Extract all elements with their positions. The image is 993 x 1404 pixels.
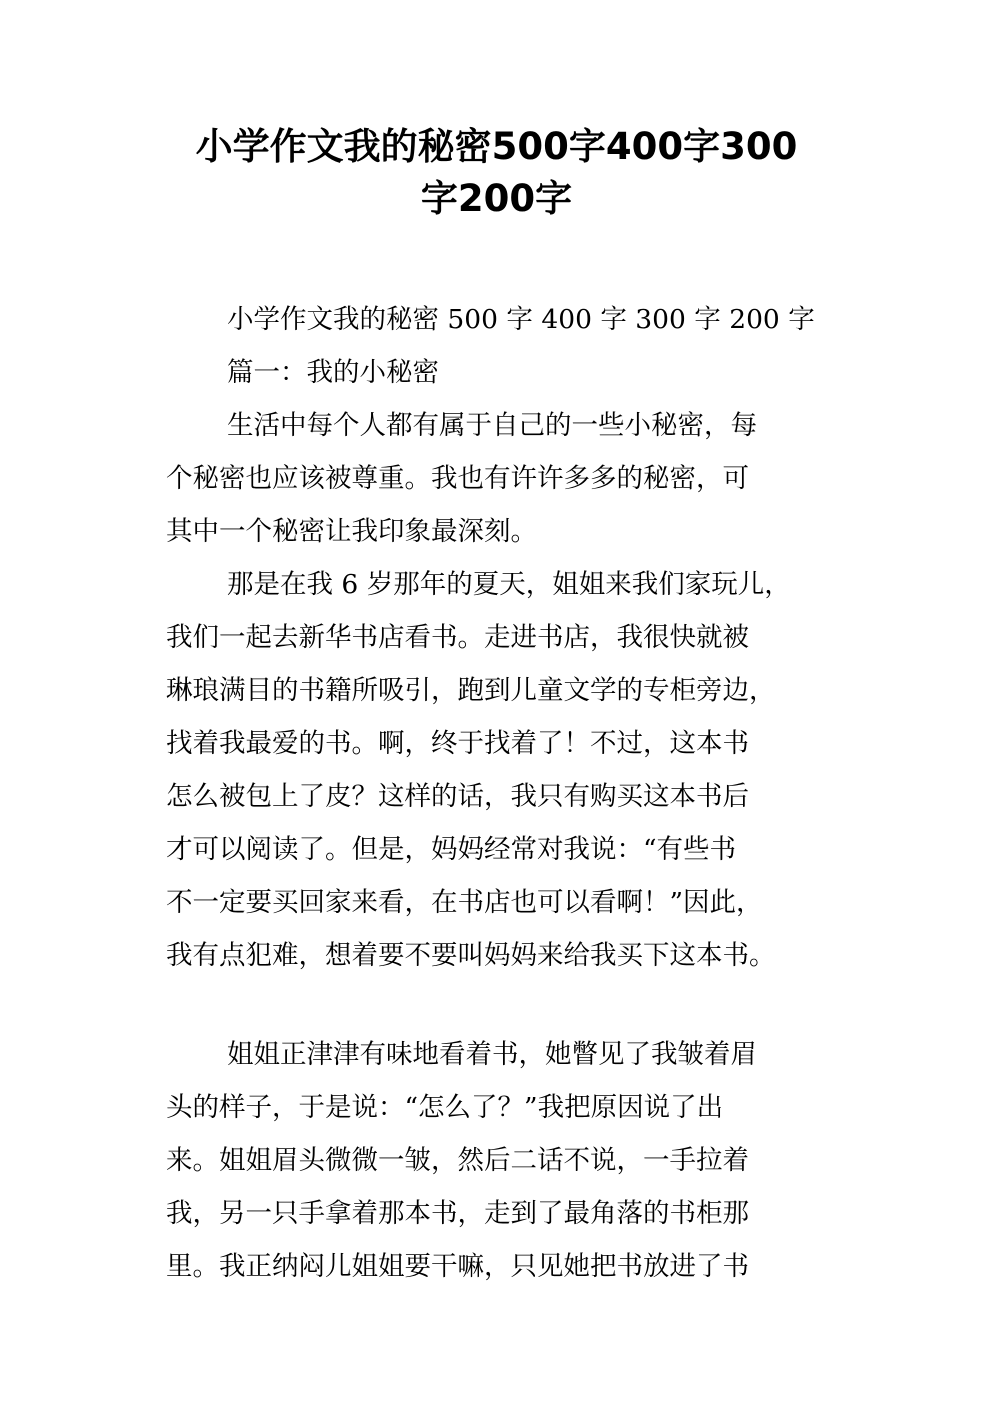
document-body [166,293,846,1293]
body-line: 生活中每个人都有属于自己的一些小秘密，每 [227,410,757,441]
body-line: 姐姐正津津有味地看着书，她瞥见了我皱着眉 [227,1039,757,1070]
body-line-heading: 小学作文我的秘密 500 字 400 字 300 字 200 字 [227,304,815,335]
body-line: 里。我正纳闷儿姐姐要干嘛，只见她把书放进了书 [166,1251,749,1282]
body-line: 琳琅满目的书籍所吸引，跑到儿童文学的专柜旁边， [166,675,776,706]
body-line: 才可以阅读了。但是，妈妈经常对我说：“有些书 [166,834,737,865]
body-line: 那是在我 6 岁那年的夏天，姐姐来我们家玩儿， [227,569,791,600]
body-line: 我们一起去新华书店看书。走进书店，我很快就被 [166,622,749,653]
document-title-line-1: 小学作文我的秘密500字400字300 [195,125,798,168]
body-line: 头的样子，于是说：“怎么了？”我把原因说了出 [166,1092,724,1123]
body-line: 怎么被包上了皮？这样的话，我只有购买这本书后 [166,781,749,812]
document-title-line-2: 字200字 [420,177,573,220]
paragraph-gap [166,982,846,1028]
body-line-section-title: 篇一：我的小秘密 [227,357,439,388]
body-line: 我，另一只手拿着那本书，走到了最角落的书柜那 [166,1198,749,1229]
body-line: 其中一个秘密让我印象最深刻。 [166,516,537,547]
body-line: 找着我最爱的书。啊，终于找着了！不过，这本书 [166,728,749,759]
body-line: 不一定要买回家来看，在书店也可以看啊！”因此， [166,887,763,918]
body-line: 我有点犯难，想着要不要叫妈妈来给我买下这本书。 [166,940,776,971]
body-line: 来。姐姐眉头微微一皱，然后二话不说，一手拉着 [166,1145,749,1176]
body-line: 个秘密也应该被尊重。我也有许许多多的秘密，可 [166,463,749,494]
